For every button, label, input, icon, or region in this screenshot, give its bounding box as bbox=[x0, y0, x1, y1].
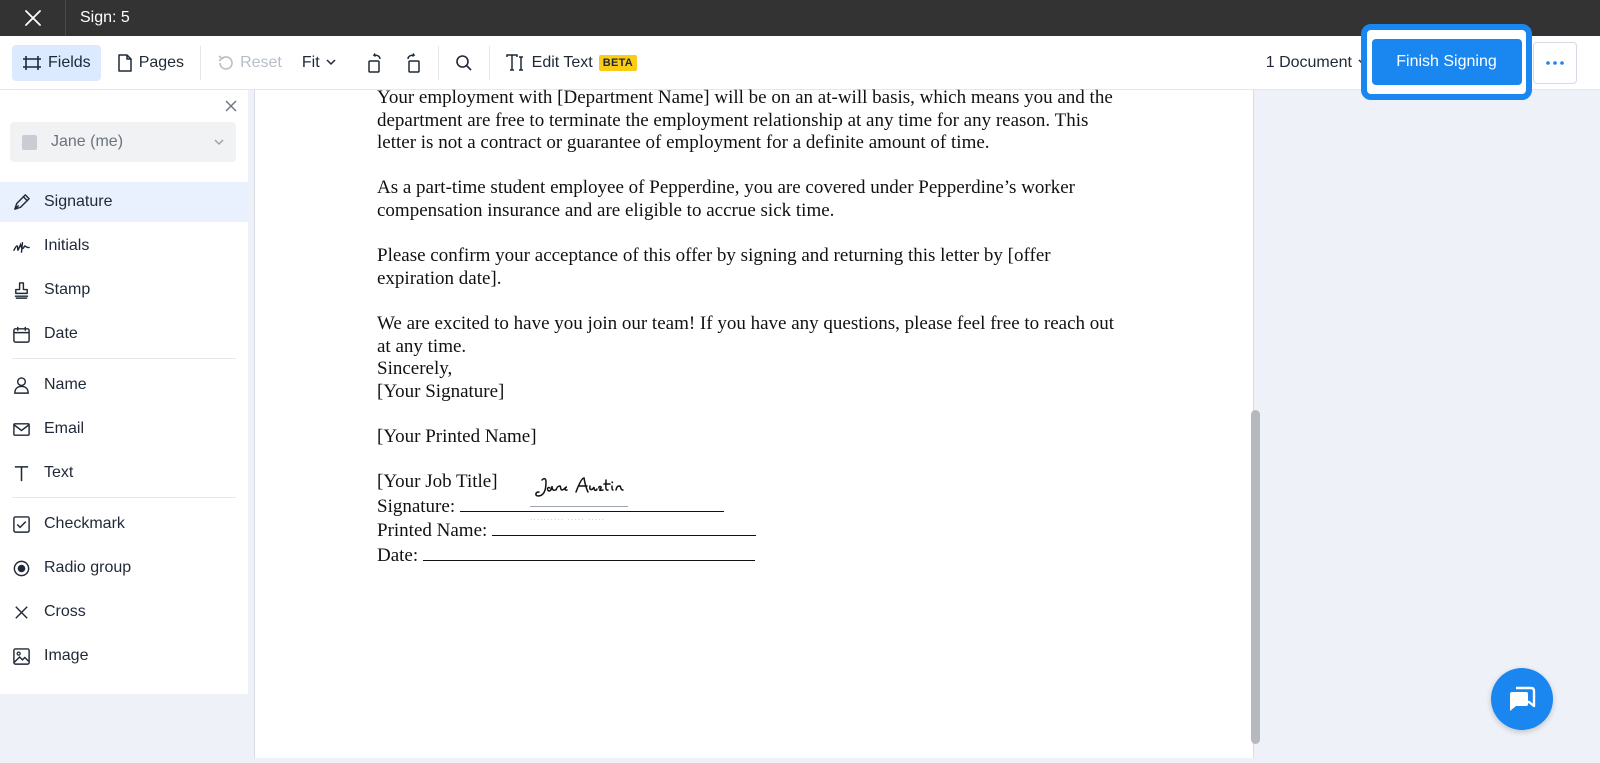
toolbar-divider bbox=[438, 46, 439, 80]
more-options-button[interactable] bbox=[1533, 42, 1577, 84]
mail-icon bbox=[12, 420, 31, 439]
fields-icon bbox=[22, 55, 42, 71]
signer-name: Jane (me) bbox=[51, 133, 124, 150]
field-checkmark-label: Checkmark bbox=[44, 515, 125, 532]
date-label: Date: bbox=[377, 544, 419, 566]
field-radio-group-label: Radio group bbox=[44, 559, 132, 576]
field-text[interactable] bbox=[0, 453, 248, 493]
field-divider bbox=[12, 358, 236, 359]
field-email-label: Email bbox=[44, 420, 85, 437]
document-page bbox=[254, 87, 1254, 758]
rotate-left-icon bbox=[366, 53, 384, 73]
reset-button[interactable] bbox=[207, 45, 292, 81]
field-stamp-label: Stamp bbox=[44, 281, 91, 298]
calendar-icon bbox=[12, 325, 31, 344]
signature-id-stamp: ·········· ····· ····· bbox=[530, 506, 628, 532]
search-button[interactable] bbox=[445, 45, 483, 81]
page-icon bbox=[117, 54, 133, 72]
text-icon bbox=[12, 464, 31, 483]
letter-text bbox=[377, 87, 1167, 567]
close-window-button[interactable] bbox=[0, 0, 66, 36]
field-initials[interactable] bbox=[0, 226, 248, 266]
fit-label: Fit bbox=[301, 53, 320, 71]
rotate-right-button[interactable] bbox=[394, 45, 432, 81]
chat-bubble-icon bbox=[1507, 684, 1537, 714]
printed-name-field[interactable] bbox=[492, 518, 756, 536]
signature-line bbox=[377, 494, 1167, 519]
date-field[interactable] bbox=[423, 543, 755, 561]
field-name-label: Name bbox=[44, 376, 87, 393]
rotate-right-icon bbox=[404, 53, 422, 73]
title-bar bbox=[0, 0, 1600, 36]
chat-support-button[interactable] bbox=[1491, 668, 1553, 730]
finish-signing-button[interactable]: Finish Signing bbox=[1372, 39, 1522, 85]
sincerely-text: Sincerely, bbox=[377, 358, 453, 380]
pages-tab[interactable] bbox=[107, 45, 194, 81]
field-signature-label: Signature bbox=[44, 193, 113, 210]
field-date[interactable] bbox=[0, 314, 248, 354]
letter-line: at any time. bbox=[377, 335, 467, 357]
date-line bbox=[377, 543, 1167, 568]
pen-icon bbox=[12, 193, 31, 212]
stamp-icon bbox=[12, 281, 31, 300]
person-icon bbox=[12, 376, 31, 395]
field-image[interactable] bbox=[0, 636, 248, 676]
letter-line: letter is not a contract or guarantee of employment for a definite amount of time. bbox=[377, 132, 990, 154]
window-title: Sign: 5 bbox=[80, 9, 130, 26]
field-date-label: Date bbox=[44, 325, 78, 342]
signature-label: Signature: bbox=[377, 495, 456, 517]
signer-select[interactable] bbox=[10, 122, 236, 162]
document-viewer[interactable] bbox=[248, 87, 1266, 763]
field-signature[interactable] bbox=[0, 182, 248, 222]
pages-label: Pages bbox=[138, 53, 185, 71]
finish-signing-highlight bbox=[1361, 24, 1532, 100]
fields-sidebar bbox=[0, 90, 248, 694]
toolbar-divider bbox=[200, 46, 201, 80]
field-stamp[interactable] bbox=[0, 270, 248, 310]
letter-line: department are free to terminate the employment relationship at any time for any reason. This bbox=[377, 109, 1089, 131]
field-image-label: Image bbox=[44, 647, 89, 664]
printed-name-label: Printed Name: bbox=[377, 520, 488, 542]
letter-line: As a part-time student employee of Pepperdine, you are covered under Pepperdine’s worker bbox=[377, 177, 1076, 199]
letter-line: expiration date]. bbox=[377, 267, 502, 289]
beta-badge: BETA bbox=[599, 55, 637, 71]
fit-dropdown[interactable] bbox=[292, 45, 346, 81]
letter-line: Please confirm your acceptance of this offer by signing and returning this letter by [offer bbox=[377, 245, 1051, 267]
chevron-down-icon bbox=[214, 139, 224, 146]
toolbar-divider bbox=[489, 46, 490, 80]
job-title-placeholder: [Your Job Title] bbox=[377, 471, 498, 493]
more-horizontal-icon bbox=[1546, 61, 1564, 65]
letter-line: Your employment with [Department Name] will be on an at-will basis, which means you and the bbox=[377, 87, 1113, 108]
toolbar bbox=[0, 36, 1600, 90]
reset-label: Reset bbox=[240, 53, 282, 71]
letter-line: compensation insurance and are eligible to accrue sick time. bbox=[377, 199, 835, 221]
cross-icon bbox=[12, 603, 31, 622]
your-signature-placeholder: [Your Signature] bbox=[377, 380, 505, 402]
chevron-down-icon bbox=[326, 59, 336, 66]
fields-tab[interactable] bbox=[12, 45, 101, 81]
field-checkmark[interactable] bbox=[0, 504, 248, 544]
field-list bbox=[0, 182, 248, 680]
radio-icon bbox=[12, 559, 31, 578]
signature-drawing bbox=[532, 474, 632, 502]
printed-name-placeholder: [Your Printed Name] bbox=[377, 425, 537, 447]
reset-icon bbox=[217, 54, 234, 71]
signer-color-swatch bbox=[22, 135, 37, 150]
image-icon bbox=[12, 647, 31, 666]
close-icon bbox=[24, 9, 42, 27]
field-email[interactable] bbox=[0, 409, 248, 449]
field-cross[interactable] bbox=[0, 592, 248, 632]
fields-label: Fields bbox=[48, 53, 91, 71]
document-scrollbar[interactable] bbox=[1251, 410, 1260, 744]
printed-name-line bbox=[377, 518, 1167, 543]
close-icon bbox=[225, 100, 237, 112]
field-name[interactable] bbox=[0, 365, 248, 405]
search-icon bbox=[455, 54, 473, 72]
rotate-left-button[interactable] bbox=[356, 45, 394, 81]
field-initials-label: Initials bbox=[44, 237, 90, 254]
checkbox-icon bbox=[12, 515, 31, 534]
initials-icon bbox=[12, 237, 31, 256]
edit-text-label: Edit Text bbox=[531, 53, 593, 71]
field-text-label: Text bbox=[44, 464, 74, 481]
close-sidebar-button[interactable] bbox=[223, 98, 239, 114]
document-dropdown[interactable] bbox=[1256, 45, 1378, 81]
field-radio-group[interactable] bbox=[0, 548, 248, 588]
document-count-label: 1 Document bbox=[1265, 53, 1352, 71]
text-cursor-icon bbox=[506, 54, 526, 72]
field-divider bbox=[12, 497, 236, 498]
field-cross-label: Cross bbox=[44, 603, 86, 620]
letter-line: We are excited to have you join our team! If you have any questions, please feel free to reach out bbox=[377, 312, 1115, 334]
edit-text-button[interactable] bbox=[496, 45, 647, 81]
